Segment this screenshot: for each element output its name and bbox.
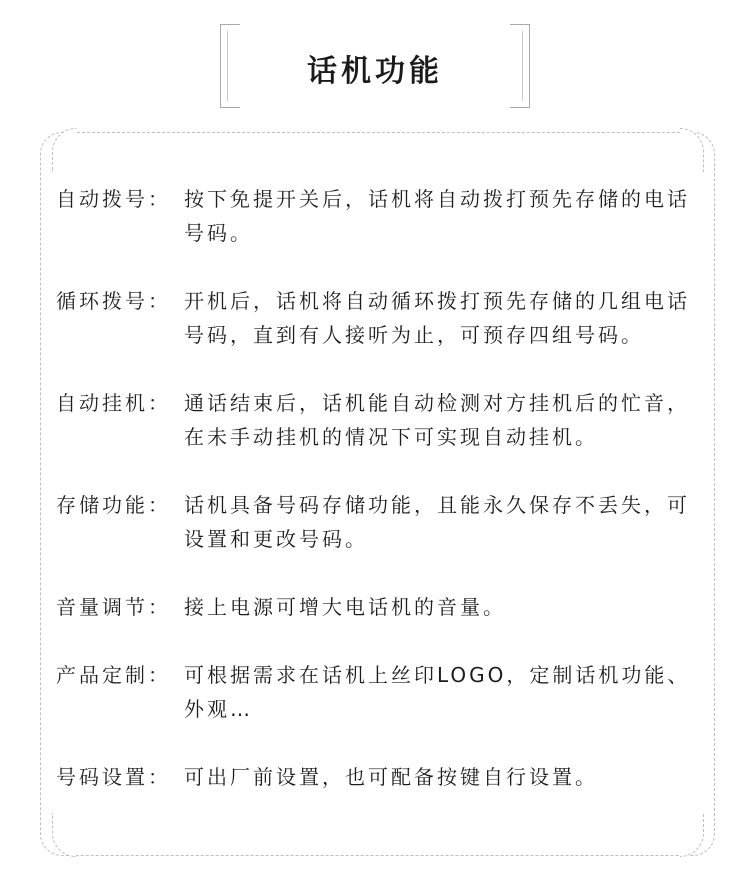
page-title: 话机功能 [307, 54, 443, 89]
feature-label: 存储功能： [56, 493, 171, 517]
left-bracket-decoration [220, 24, 240, 108]
feature-label: 自动挂机： [56, 391, 171, 415]
feature-item-auto-dial [56, 182, 696, 250]
feature-label: 自动拨号： [56, 187, 171, 211]
feature-item-auto-hangup [56, 386, 696, 454]
feature-label: 音量调节： [56, 595, 171, 619]
feature-item-loop-dial [56, 284, 696, 352]
title-block [220, 24, 530, 108]
feature-description: 通话结束后，话机能自动检测对方挂机后的忙音，在未手动挂机的情况下可实现自动挂机。 [184, 391, 690, 449]
feature-item-number-setup [56, 760, 696, 794]
feature-description: 话机具备号码存储功能，且能永久保存不丢失，可设置和更改号码。 [184, 493, 690, 551]
feature-description: 可出厂前设置，也可配备按键自行设置。 [184, 765, 598, 789]
feature-description: 接上电源可增大电话机的音量。 [184, 595, 506, 619]
feature-label: 产品定制： [56, 663, 171, 687]
feature-description: 开机后，话机将自动循环拨打预先存储的几组电话号码，直到有人接听为止，可预存四组号码。 [184, 289, 690, 347]
feature-description: 按下免提开关后，话机将自动拨打预先存储的电话号码。 [184, 187, 690, 245]
feature-description: 可根据需求在话机上丝印LOGO，定制话机功能、外观… [184, 663, 691, 721]
feature-label: 循环拨号： [56, 289, 171, 313]
feature-item-volume [56, 590, 696, 624]
feature-item-customization [56, 658, 696, 726]
feature-item-storage [56, 488, 696, 556]
feature-list [56, 182, 696, 794]
feature-label: 号码设置： [56, 765, 171, 789]
right-bracket-decoration [510, 24, 530, 108]
